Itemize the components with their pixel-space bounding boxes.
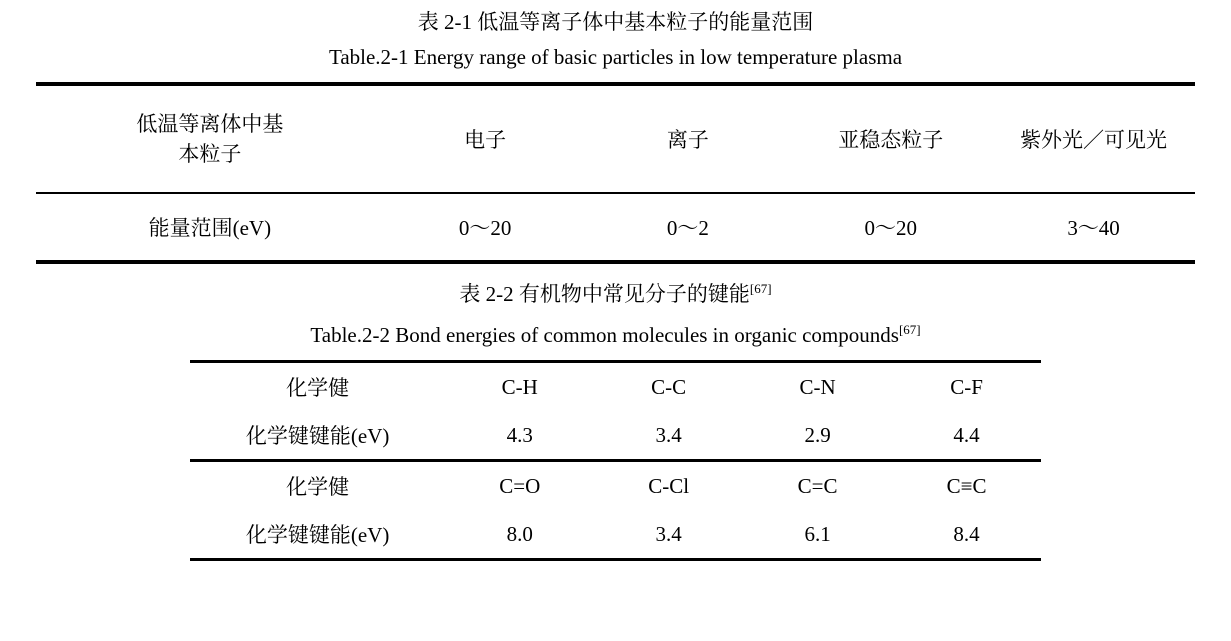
table-2-1-wrapper <box>0 82 1231 264</box>
table-2-2-row3-cell-2: C-Cl <box>648 473 690 498</box>
table-row <box>36 84 1195 193</box>
table-2-1-header-label <box>36 84 384 193</box>
table-2-1-header-electron: 电子 <box>384 84 587 193</box>
table-2-2-row3-label: 化学健 <box>286 475 350 500</box>
table-2-1-caption-en: Table.2-1 Energy range of basic particles in low temperature plasma <box>328 45 903 70</box>
table-2-2 <box>190 360 1041 561</box>
table-2-1-row-label: 能量范围(eV) <box>36 193 384 262</box>
table-row <box>190 461 1041 511</box>
header-label-line-1: 低温等离体中基 <box>136 111 284 136</box>
table-2-2-row3-cell-1: C=O <box>499 473 541 498</box>
table-2-2-row1-cell-2: C-C <box>594 362 743 412</box>
table-2-1-cell-uv-visible: 3～40 <box>992 193 1195 262</box>
table-2-2-row1-cell-3: C-N <box>743 362 892 412</box>
table-2-2-row1-cell-4: C-F <box>892 362 1041 412</box>
table-2-2-row1-label: 化学健 <box>190 362 445 412</box>
table-2-1-cell-ion: 0～2 <box>587 193 790 262</box>
table-2-2-row1-cell-1: C-H <box>445 362 594 412</box>
table-2-1-cell-electron: 0～20 <box>384 193 587 262</box>
table-2-2-caption-en <box>0 308 1231 348</box>
table-2-2-row4-cell-4: 8.4 <box>892 510 1041 560</box>
table-2-2-row3-cell-3: C=C <box>797 473 838 498</box>
table-2-2-row2-cell-1: 4.3 <box>445 411 594 461</box>
table-2-2-row4-cell-2: 3.4 <box>594 510 743 560</box>
table-2-2-row2-cell-4: 4.4 <box>892 411 1041 461</box>
table-2-2-row3-cell-4: C≡C <box>946 473 987 498</box>
table-2-1-caption-cn: 表 2-1 低温等离子体中基本粒子的能量范围 <box>417 10 814 34</box>
table-2-2-row4-label: 化学键键能(eV) <box>190 510 445 560</box>
table-2-1-header-uv-visible: 紫外光／可见光 <box>992 84 1195 193</box>
table-2-1-cell-metastable: 0～20 <box>789 193 992 262</box>
table-2-2-caption-cn-ref: [67] <box>749 281 772 297</box>
table-row <box>190 362 1041 412</box>
table-2-2-row2-cell-2: 3.4 <box>594 411 743 461</box>
table-2-2-wrapper <box>0 360 1231 561</box>
table-row <box>190 510 1041 560</box>
table-row <box>36 193 1195 262</box>
table-row <box>190 411 1041 461</box>
table-2-2-row4-cell-1: 8.0 <box>445 510 594 560</box>
table-2-1 <box>36 82 1195 264</box>
table-2-2-row2-label: 化学键键能(eV) <box>190 411 445 461</box>
table-2-2-caption-en-ref: [67] <box>898 322 921 338</box>
table-2-2-row2-cell-3: 2.9 <box>743 411 892 461</box>
table-2-2-caption-cn <box>0 264 1231 308</box>
table-2-1-header-ion: 离子 <box>587 84 790 193</box>
table-2-2-row4-cell-3: 6.1 <box>743 510 892 560</box>
table-2-1-header-metastable: 亚稳态粒子 <box>789 84 992 193</box>
table-2-2-caption-cn-text: 表 2-2 有机物中常见分子的键能 <box>459 282 750 307</box>
table-2-2-caption-en-text: Table.2-2 Bond energies of common molecules in organic compounds <box>310 323 899 348</box>
header-label-line-2: 本粒子 <box>178 142 242 167</box>
